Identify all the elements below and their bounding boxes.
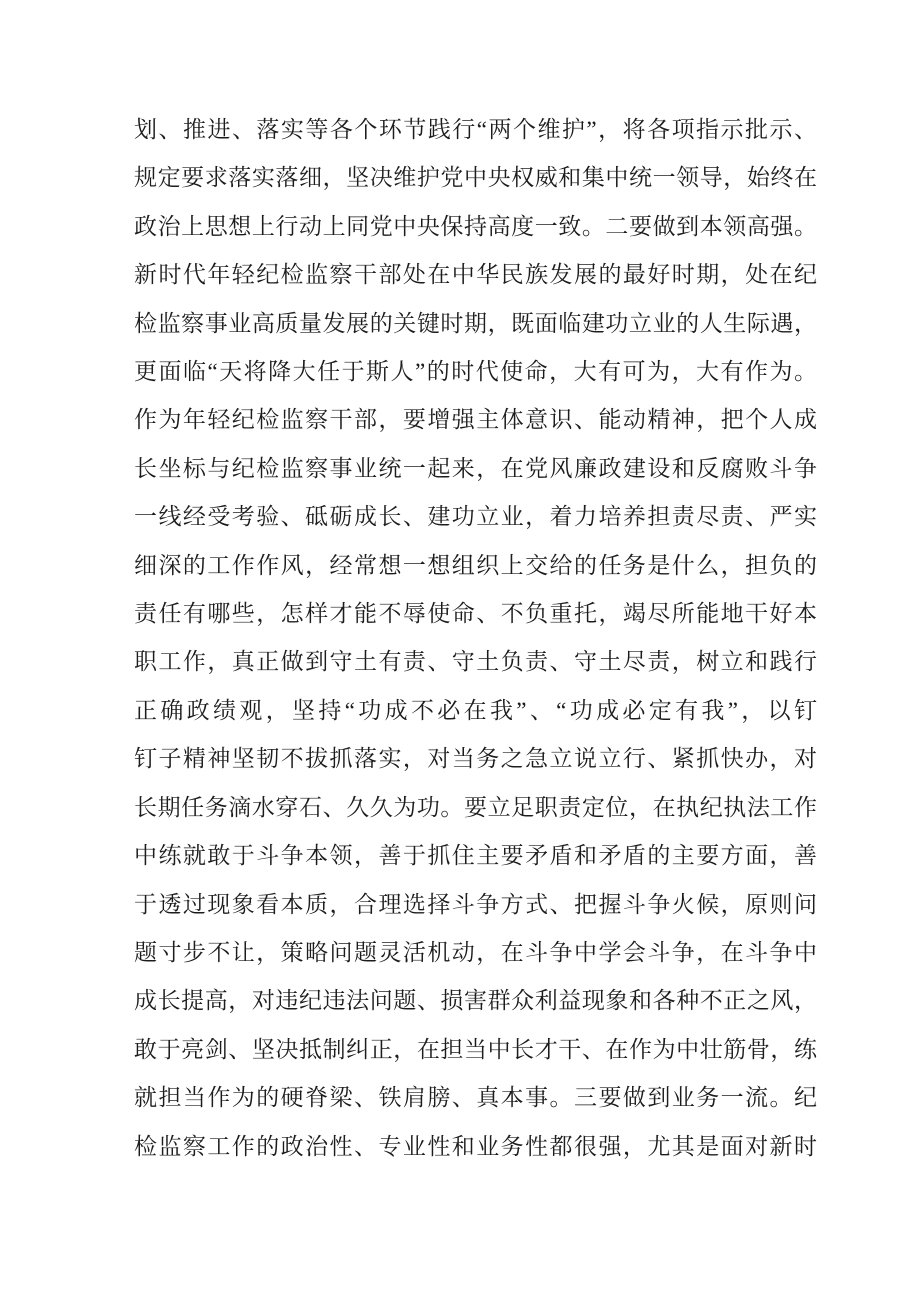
text-line: 规定要求落实落细，坚决维护党中央权威和集中统一领导，始终在 (134, 165, 817, 191)
document-body-text (134, 106, 817, 1171)
text-line: 划、推进、落实等各个环节践行“两个维护”，将各项指示批示、 (134, 117, 817, 142)
text-line: 敢于亮剑、坚决抵制纠正，在担当中长才干、在作为中壮筋骨，练 (134, 1036, 817, 1062)
text-line: 政治上思想上行动上同党中央保持高度一致。二要做到本领高强。 (134, 213, 817, 239)
text-line: 就担当作为的硬脊梁、铁肩膀、真本事。三要做到业务一流。纪 (134, 1085, 817, 1111)
text-line: 职工作，真正做到守土有责、守土负责、守土尽责，树立和践行 (134, 649, 817, 675)
text-line: 新时代年轻纪检监察干部处在中华民族发展的最好时期，处在纪 (134, 262, 817, 288)
text-line: 正确政绩观，坚持“功成不必在我”、“功成必定有我”，以钉 (134, 697, 817, 723)
text-line: 题寸步不让，策略问题灵活机动，在斗争中学会斗争，在斗争中 (134, 939, 817, 965)
text-line: 检监察事业高质量发展的关键时期，既面临建功立业的人生际遇， (134, 310, 817, 336)
text-line: 检监察工作的政治性、专业性和业务性都很强，尤其是面对新时 (134, 1133, 817, 1159)
text-line: 长坐标与纪检监察事业统一起来，在党风廉政建设和反腐败斗争 (134, 455, 817, 481)
text-line: 更面临“天将降大任于斯人”的时代使命，大有可为，大有作为。 (134, 359, 817, 385)
text-line: 成长提高，对违纪违法问题、损害群众利益现象和各种不正之风， (134, 988, 817, 1014)
text-line: 于透过现象看本质，合理选择斗争方式、把握斗争火候，原则问 (134, 891, 817, 917)
text-line: 钉子精神坚韧不拔抓落实，对当务之急立说立行、紧抓快办，对 (134, 746, 817, 772)
text-line: 责任有哪些，怎样才能不辱使命、不负重托，竭尽所能地干好本 (134, 601, 817, 627)
text-line: 长期任务滴水穿石、久久为功。要立足职责定位，在执纪执法工作 (134, 794, 817, 820)
text-line: 一线经受考验、砥砺成长、建功立业，着力培养担责尽责、严实 (134, 504, 817, 530)
text-line: 细深的工作作风，经常想一想组织上交给的任务是什么，担负的 (134, 552, 817, 578)
text-line: 作为年轻纪检监察干部，要增强主体意识、能动精神，把个人成 (134, 407, 817, 433)
text-line: 中练就敢于斗争本领，善于抓住主要矛盾和矛盾的主要方面，善 (134, 843, 817, 869)
